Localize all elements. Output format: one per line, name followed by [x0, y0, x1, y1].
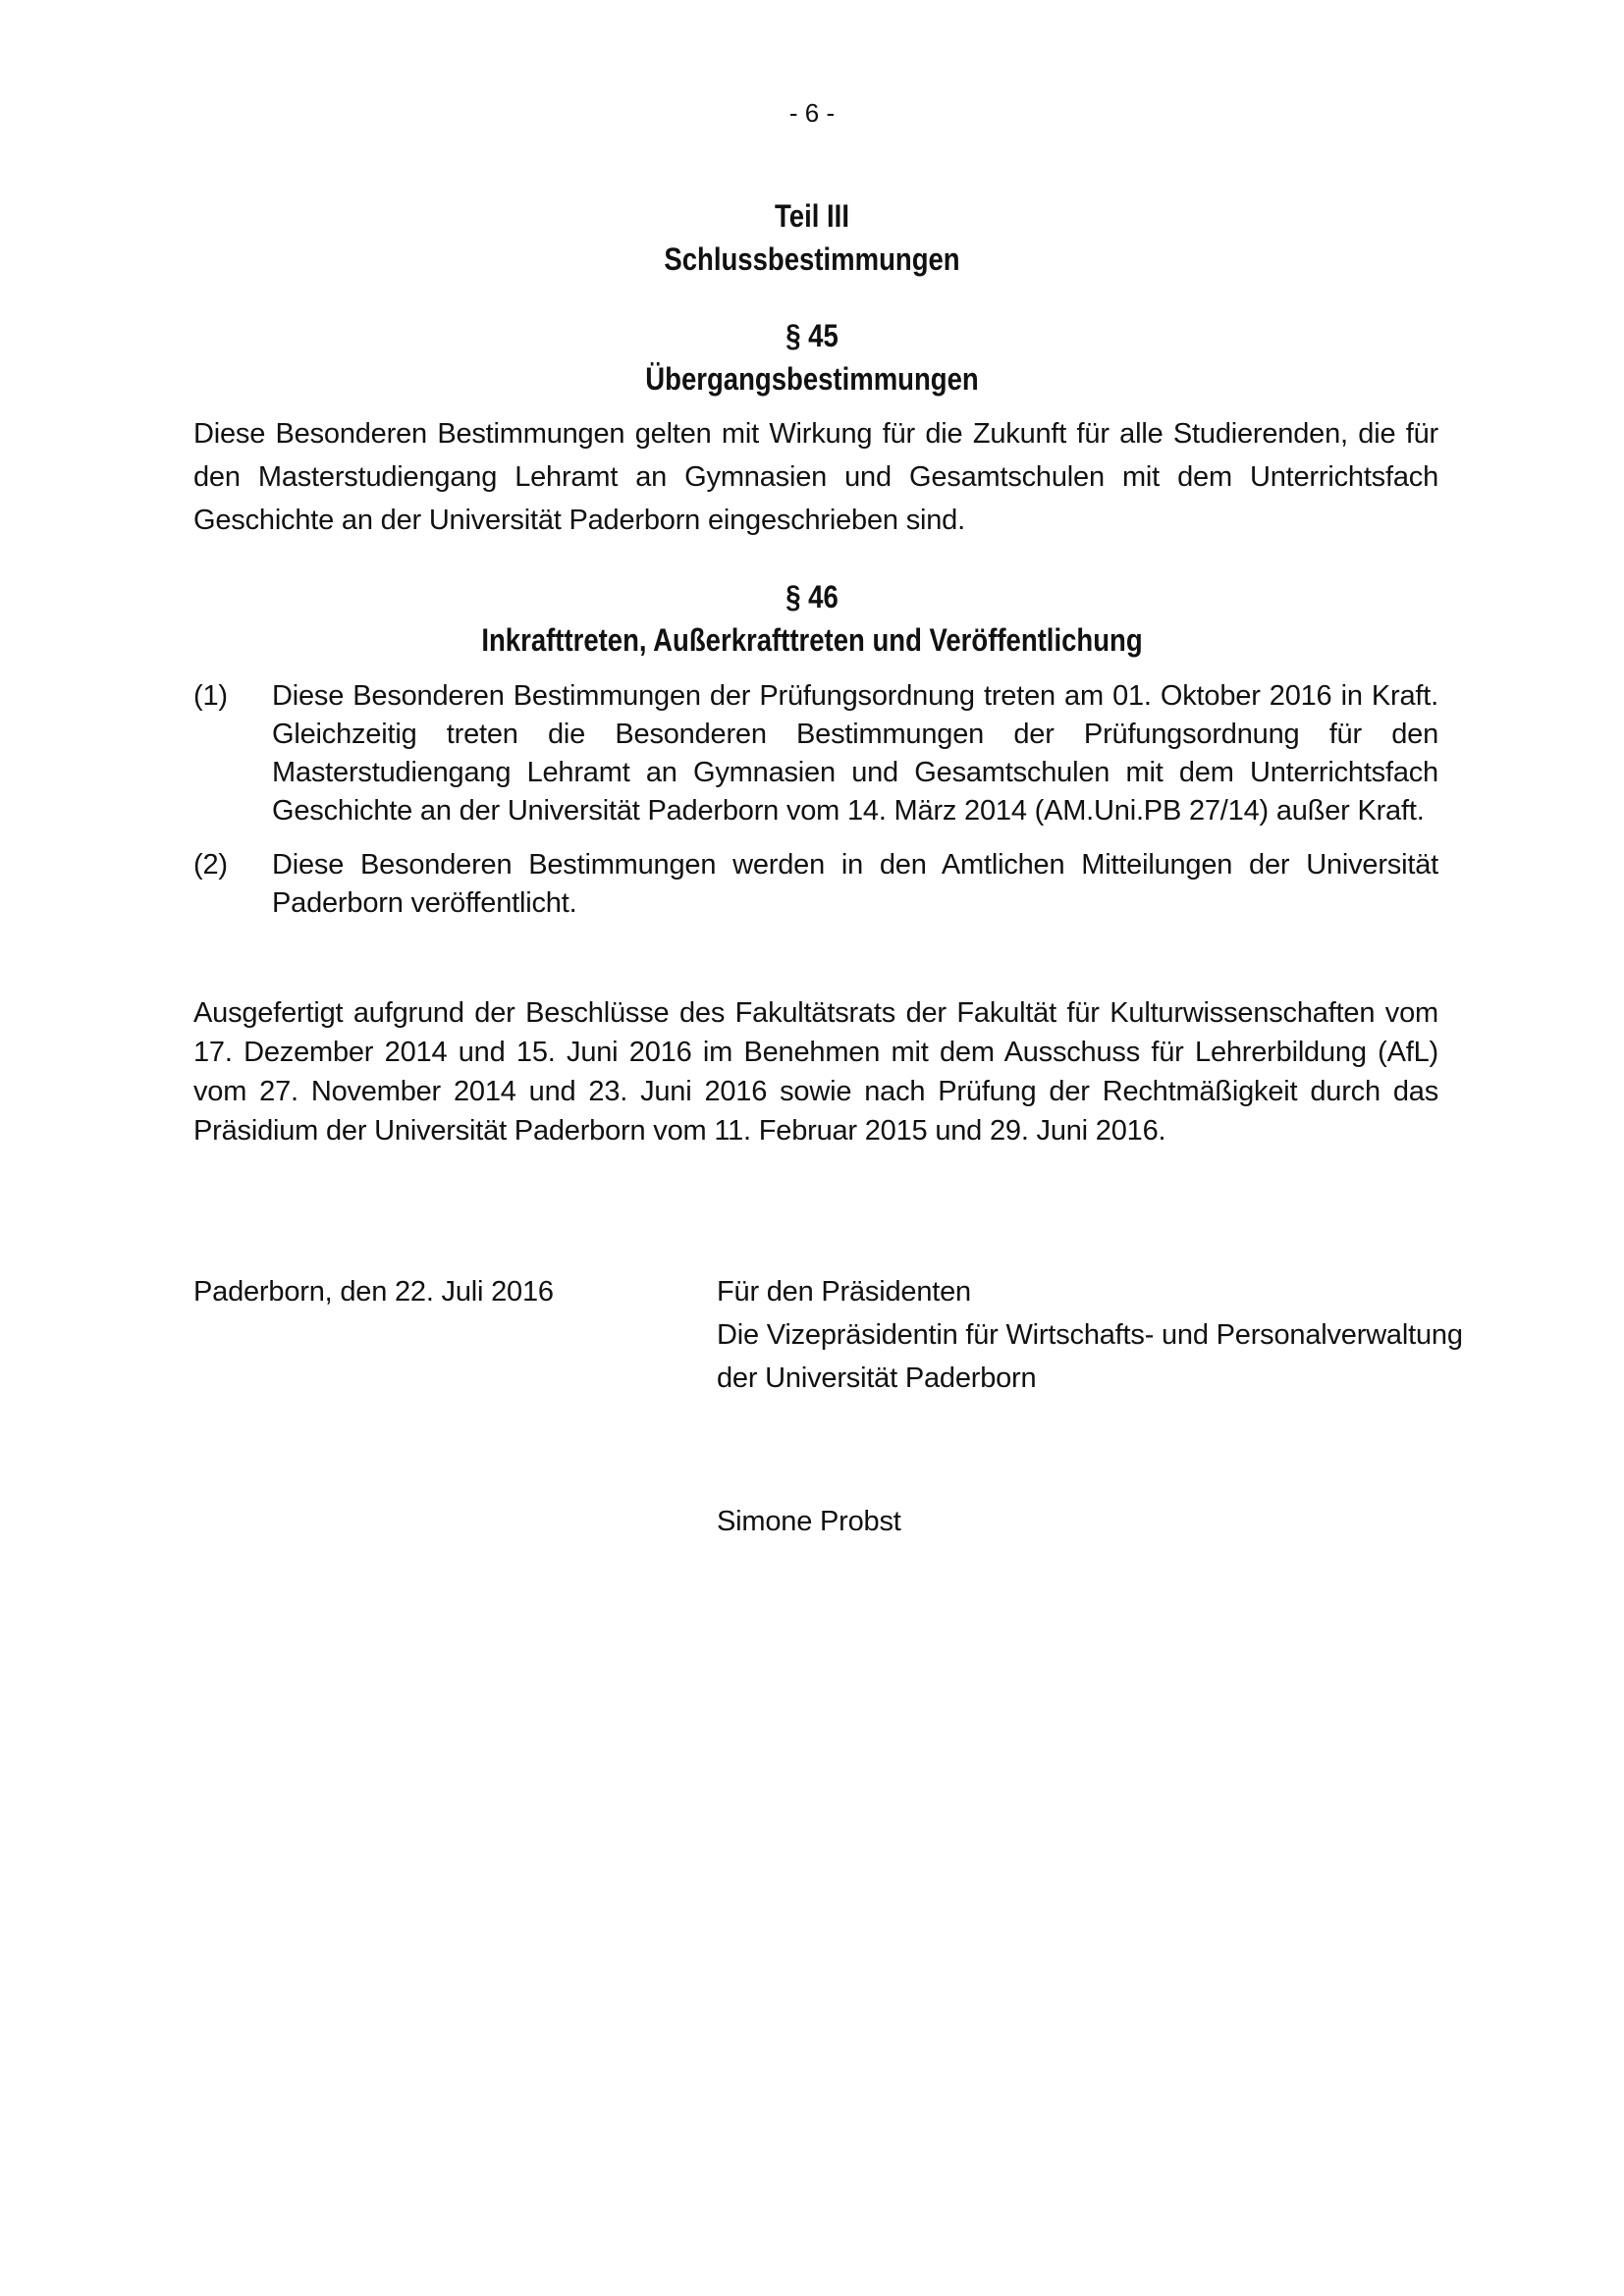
part-subtitle: Schlussbestimmungen: [664, 241, 960, 277]
list-item-text: Diese Besonderen Bestimmungen der Prüfungsordnung treten am 01. Oktober 2016 in Kraft. Gleichzeitig treten die Besonderen Bestimmungen der Prüfungsordnung für den Masterstudiengang Lehramt an Gymnasien und Gesamtschulen mit dem Unterrichtsfach Geschichte an der Universität Paderborn vom 14. März 2014 (AM.Uni.PB 27/14) außer Kraft.: [272, 680, 1438, 827]
list-item-number: (1): [193, 680, 228, 712]
section-45-title: Übergangsbestimmungen: [645, 361, 979, 397]
signature-line-3: der Universität Paderborn: [717, 1362, 1037, 1394]
list-item-text: Diese Besonderen Bestimmungen werden in den Amtlichen Mitteilungen der Universität Paderborn veröffentlicht.: [272, 849, 1438, 919]
signature-place-date: Paderborn, den 22. Juli 2016: [193, 1276, 554, 1308]
signatory-name: Simone Probst: [717, 1506, 901, 1537]
page-number: - 6 -: [788, 98, 836, 128]
list-item-number: (2): [193, 849, 228, 881]
execution-note: Ausgefertigt aufgrund der Beschlüsse des Fakultätsrats der Fakultät für Kulturwissenschaften vom 17. Dezember 2014 und 15. Juni 2016 im Benehmen mit dem Ausschuss für Lehrerbildung (AfL) vom 27. November 2014 und 23. Juni 2016 sowie nach Prüfung der Rechtmäßigkeit durch das Präsidium der Universität Paderborn vom 11. Februar 2015 und 29. Juni 2016.: [193, 997, 1438, 1147]
section-45-text: Diese Besonderen Bestimmungen gelten mit Wirkung für die Zukunft für alle Studierenden, die für den Masterstudiengang Lehramt an Gymnasien und Gesamtschulen mit dem Unterrichtsfach Geschichte an der Universität Paderborn eingeschrieben sind.: [193, 418, 1438, 536]
signature-line-1: Für den Präsidenten: [717, 1276, 971, 1308]
signature-line-2: Die Vizepräsidentin für Wirtschafts- und Personalverwaltung: [717, 1319, 1463, 1351]
part-title: Teil III: [775, 198, 849, 234]
section-46-number: § 46: [785, 579, 839, 614]
section-46-title: Inkrafttreten, Außerkrafttreten und Veröffentlichung: [481, 622, 1143, 658]
section-45-number: § 45: [785, 318, 839, 353]
